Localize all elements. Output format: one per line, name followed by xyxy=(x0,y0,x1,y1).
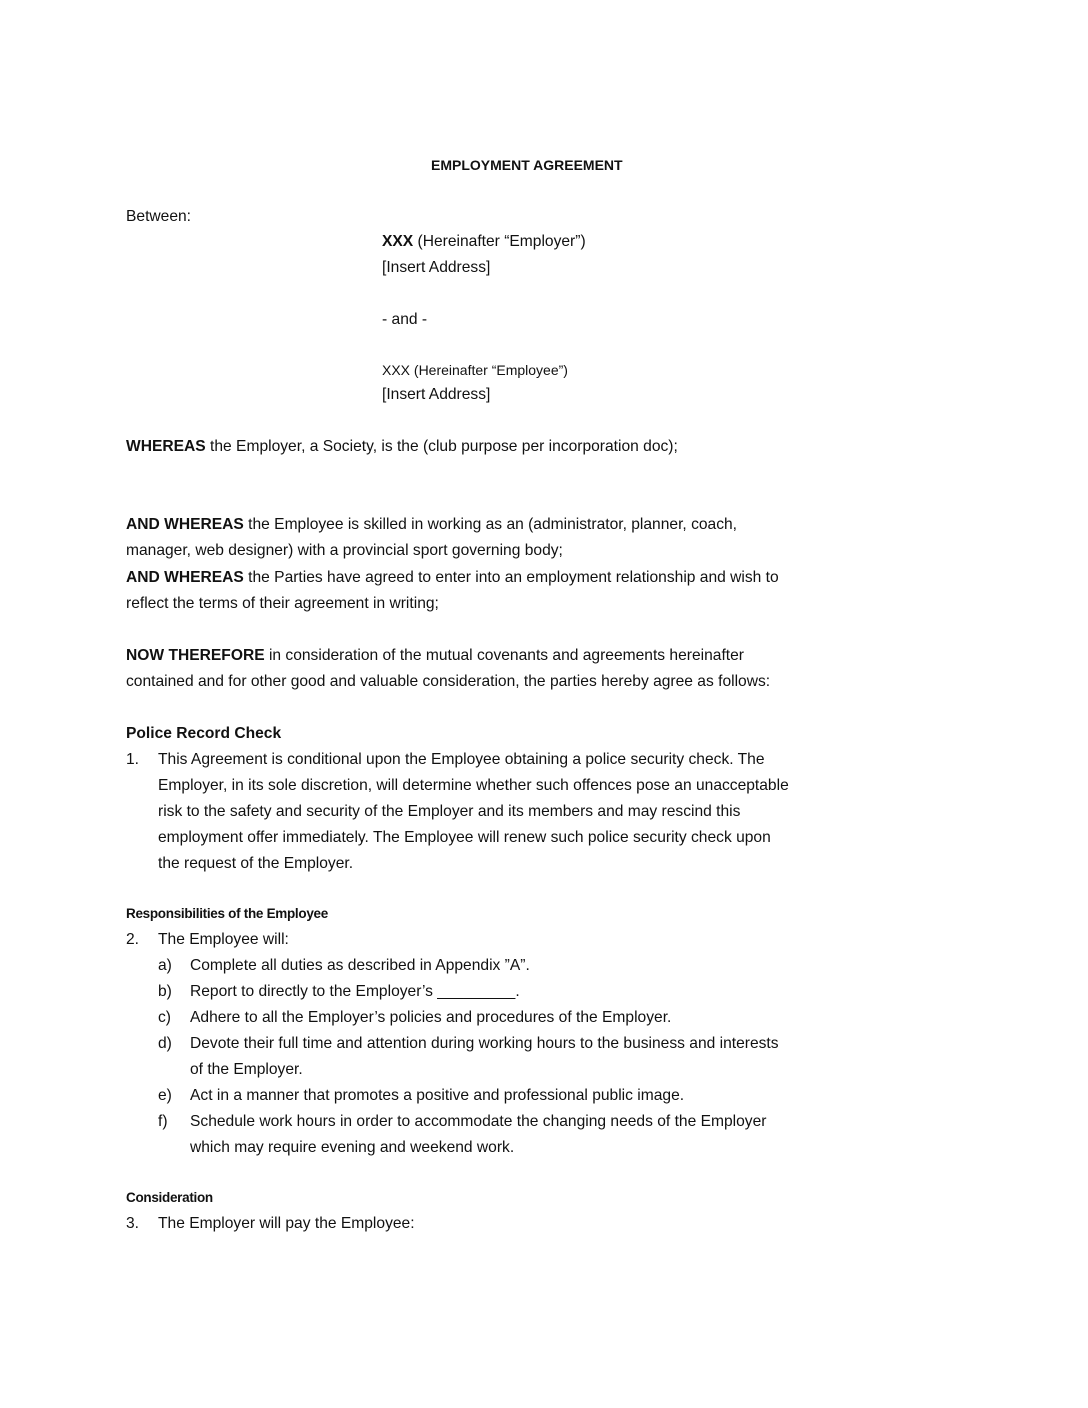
list-item: Report to directly to the Employer’s _________. xyxy=(190,983,520,1000)
recital-4 xyxy=(126,643,744,669)
employer-party xyxy=(382,229,586,255)
recital-lead: AND WHEREAS xyxy=(126,516,244,533)
document-title: EMPLOYMENT AGREEMENT xyxy=(431,157,623,173)
list-item: Act in a manner that promotes a positive and professional public image. xyxy=(190,1087,685,1104)
recital-1 xyxy=(126,434,678,460)
recital-2 xyxy=(126,512,737,538)
recital-lead: NOW THEREFORE xyxy=(126,647,265,664)
list-letter: b) xyxy=(158,983,172,1000)
list-item: of the Employer. xyxy=(190,1061,303,1078)
recital-3 xyxy=(126,565,779,591)
section-number: 1. xyxy=(126,751,140,768)
employer-name: XXX xyxy=(382,233,414,250)
and-separator: - and - xyxy=(382,311,428,328)
section-text: employment offer immediately. The Employee will renew such police security check upon xyxy=(158,829,771,846)
list-letter: c) xyxy=(158,1009,171,1026)
list-item: Complete all duties as described in Appendix ”A”. xyxy=(190,957,530,974)
recital-text: the Employer, a Society, is the (club purpose per incorporation doc); xyxy=(205,438,678,455)
recital-text: in consideration of the mutual covenants and agreements hereinafter xyxy=(264,647,744,664)
section-heading: Responsibilities of the Employee xyxy=(126,906,328,921)
section-text: the request of the Employer. xyxy=(158,855,354,872)
section-text: The Employee will: xyxy=(158,931,289,948)
recital-text: contained and for other good and valuable consideration, the parties hereby agree as follows: xyxy=(126,673,771,690)
recital-text: the Parties have agreed to enter into an employment relationship and wish to xyxy=(243,569,779,586)
employer-label: (Hereinafter “Employer”) xyxy=(413,233,586,250)
section-text: This Agreement is conditional upon the Employee obtaining a police security check. The xyxy=(158,751,765,768)
list-letter: f) xyxy=(158,1113,168,1130)
employee-label: (Hereinafter “Employee”) xyxy=(410,362,568,378)
employer-address: [Insert Address] xyxy=(382,259,491,276)
list-letter: d) xyxy=(158,1035,172,1052)
recital-lead: WHEREAS xyxy=(126,438,206,455)
section-number: 3. xyxy=(126,1215,140,1232)
recital-lead: AND WHEREAS xyxy=(126,569,244,586)
list-item: Adhere to all the Employer’s policies and procedures of the Employer. xyxy=(190,1009,672,1026)
employee-name: XXX xyxy=(382,362,411,378)
recital-text: the Employee is skilled in working as an (administrator, planner, coach, xyxy=(243,516,738,533)
recital-text: reflect the terms of their agreement in writing; xyxy=(126,595,439,612)
list-item: which may require evening and weekend work. xyxy=(190,1139,515,1156)
section-text: risk to the safety and security of the Employer and its members and may rescind this xyxy=(158,803,741,820)
between-label: Between: xyxy=(126,208,192,225)
employee-party xyxy=(382,357,568,383)
list-item: Schedule work hours in order to accommodate the changing needs of the Employer xyxy=(190,1113,767,1130)
section-text: The Employer will pay the Employee: xyxy=(158,1215,415,1232)
list-letter: a) xyxy=(158,957,172,974)
section-heading: Consideration xyxy=(126,1190,213,1205)
section-heading: Police Record Check xyxy=(126,725,282,742)
list-item: Devote their full time and attention during working hours to the business and interests xyxy=(190,1035,779,1052)
section-text: Employer, in its sole discretion, will determine whether such offences pose an unacceptable xyxy=(158,777,789,794)
employee-address: [Insert Address] xyxy=(382,386,491,403)
section-number: 2. xyxy=(126,931,140,948)
recital-text: manager, web designer) with a provincial sport governing body; xyxy=(126,542,563,559)
list-letter: e) xyxy=(158,1087,172,1104)
